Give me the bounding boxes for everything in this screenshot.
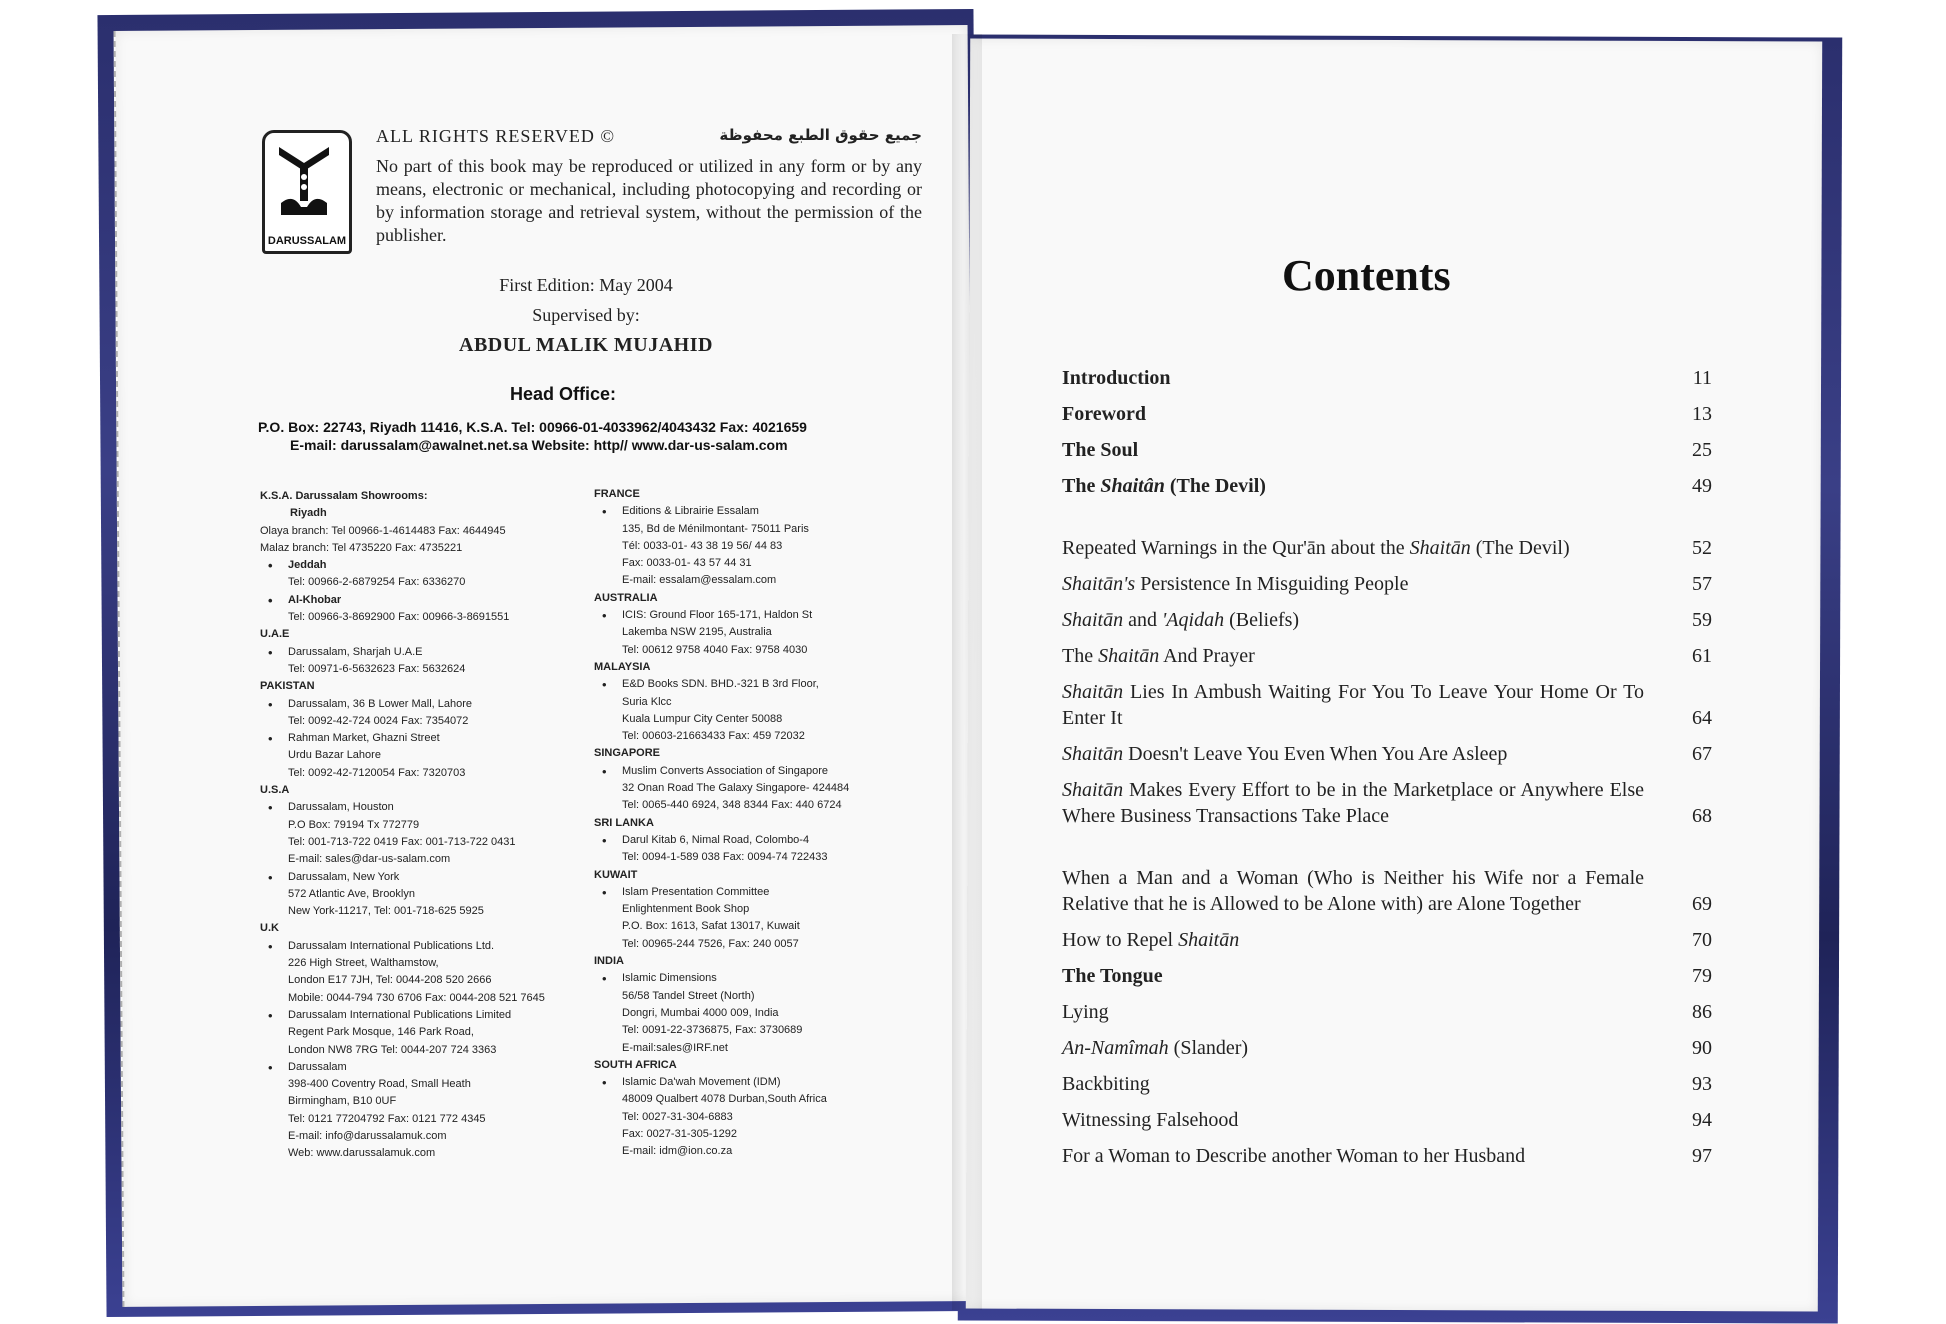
- head-office-label: Head Office:: [510, 384, 617, 404]
- toc-entry-title: When a Man and a Woman (Who is Neither his Wife nor a Female Relative that he is Allowed to be Alone with) are Alone Together: [1062, 867, 1644, 915]
- toc-entry-title: Repeated Warnings in the Qur'ān about the Shaitān (The Devil): [1062, 537, 1570, 559]
- country-heading: U.A.E: [260, 628, 290, 641]
- address-line: E-mail: info@darussalamuk.com: [288, 1129, 447, 1142]
- address-line: 32 Onan Road The Galaxy Singapore- 424484: [622, 782, 850, 795]
- toc-entry-title: Witnessing Falsehood: [1062, 1109, 1239, 1131]
- showroom-entry: • Rahman Market, Ghazni Street: [260, 730, 580, 747]
- showroom-entry: • Islamic Dimensions: [594, 970, 914, 987]
- address-line: Tél: 0033-01- 43 38 19 56/ 44 83: [622, 539, 783, 552]
- toc-entry: [1062, 401, 1712, 427]
- toc-entry-page: 25: [1692, 439, 1712, 461]
- address-line: E-mail: sales@dar-us-salam.com: [288, 853, 451, 866]
- showroom-entry: • Darussalam International Publications Limited: [260, 1007, 580, 1024]
- address-line: Fax: 0027-31-305-1292: [622, 1127, 737, 1140]
- toc-entry-page: 70: [1692, 929, 1712, 951]
- toc-entry-title: The Shaitân (The Devil): [1062, 475, 1266, 497]
- country-heading: KUWAIT: [594, 868, 638, 881]
- address-line: 572 Atlantic Ave, Brooklyn: [288, 887, 415, 900]
- toc-entry-page: 93: [1692, 1073, 1712, 1095]
- address-line: Tel: 0121 77204792 Fax: 0121 772 4345: [288, 1112, 486, 1125]
- toc-entry-title: For a Woman to Describe another Woman to her Husband: [1062, 1145, 1526, 1167]
- logo-text: DARUSSALAM: [267, 235, 347, 247]
- address-line: New York-11217, Tel: 001-718-625 5925: [288, 905, 484, 918]
- toc-entry-page: 57: [1692, 573, 1712, 595]
- toc-entry-title: Foreword: [1062, 403, 1147, 425]
- address-line: Mobile: 0044-794 730 6706 Fax: 0044-208 521 7645: [288, 991, 545, 1004]
- address-line: E-mail:sales@IRF.net: [622, 1041, 728, 1054]
- toc-entry-page: 49: [1692, 475, 1712, 497]
- country-heading: SRI LANKA: [594, 816, 654, 829]
- toc-entry-page: 86: [1692, 1001, 1712, 1023]
- country-heading: U.K: [260, 922, 279, 935]
- address-line: Urdu Bazar Lahore: [288, 749, 381, 762]
- toc-entry: [1062, 1107, 1712, 1133]
- country-heading: SINGAPORE: [594, 747, 661, 760]
- address-line: 48009 Qualbert 4078 Durban,South Africa: [622, 1093, 827, 1106]
- contents-title: Contents: [1282, 251, 1451, 300]
- toc-entry: [1062, 839, 1712, 917]
- address-line: Birmingham, B10 0UF: [288, 1095, 397, 1108]
- showrooms-column-1: [260, 488, 580, 1163]
- toc-entry-page: 61: [1692, 645, 1712, 667]
- showroom-entry: • Darussalam, New York: [260, 869, 580, 886]
- address-line: Tel: 0094-1-589 038 Fax: 0094-74 722433: [622, 851, 828, 864]
- country-heading: U.S.A: [260, 784, 290, 797]
- showroom-entry: • Muslim Converts Association of Singapore: [594, 763, 914, 780]
- showroom-entry: • Al-Khobar: [260, 592, 580, 609]
- edition-text: First Edition: May 2004: [499, 275, 673, 295]
- toc-entry-page: 79: [1692, 965, 1712, 987]
- toc-entry-title: Lying: [1062, 1001, 1109, 1023]
- showroom-entry: • Darussalam, Houston: [260, 799, 580, 816]
- address-line: Tel: 00966-2-6879254 Fax: 6336270: [288, 576, 466, 589]
- rights-block: [376, 126, 922, 247]
- darussalam-logo-icon: [262, 130, 352, 254]
- address-line: P.O. Box: 1613, Safat 13017, Kuwait: [622, 920, 800, 933]
- table-of-contents: [1062, 365, 1712, 1179]
- toc-entry-title: An-Namîmah (Slander): [1062, 1037, 1249, 1059]
- toc-entry: [1062, 473, 1712, 499]
- toc-entry: [1062, 999, 1712, 1025]
- toc-entry-title: The Shaitān And Prayer: [1062, 645, 1255, 667]
- city-heading: Riyadh: [290, 507, 327, 520]
- toc-entry-page: 11: [1692, 367, 1712, 389]
- address-line: Tel: 00966-3-8692900 Fax: 00966-3-8691551: [288, 611, 510, 624]
- toc-entry-page: 59: [1692, 609, 1712, 631]
- country-heading: SOUTH AFRICA: [594, 1058, 677, 1071]
- address-line: 135, Bd de Ménilmontant- 75011 Paris: [622, 522, 809, 535]
- toc-entry: [1062, 963, 1712, 989]
- address-line: Tel: 0065-440 6924, 348 8344 Fax: 440 6724: [622, 799, 842, 812]
- toc-entry-title: The Tongue: [1062, 965, 1163, 987]
- country-heading: PAKISTAN: [260, 680, 315, 693]
- address-line: Tel: 00965-244 7526, Fax: 240 0057: [622, 937, 799, 950]
- toc-entry-page: 94: [1692, 1109, 1712, 1131]
- address-line: Enlightenment Book Shop: [622, 903, 750, 916]
- showroom-entry: • Darussalam, 36 B Lower Mall, Lahore: [260, 696, 580, 713]
- toc-entry-page: 52: [1692, 537, 1712, 559]
- showroom-entry: • Jeddah: [260, 557, 580, 574]
- address-line: Lakemba NSW 2195, Australia: [622, 626, 772, 639]
- address-line: Tel: 001-713-722 0419 Fax: 001-713-722 0431: [288, 835, 516, 848]
- showroom-entry: • Darussalam International Publications Ltd.: [260, 938, 580, 955]
- toc-entry: [1062, 571, 1712, 597]
- toc-entry-title: The Soul: [1062, 439, 1139, 461]
- supervised-label: Supervised by:: [532, 305, 640, 325]
- toc-entry-page: 68: [1692, 805, 1712, 827]
- toc-entry: [1062, 1143, 1712, 1169]
- showroom-entry: • Darussalam, Sharjah U.A.E: [260, 644, 580, 661]
- address-line: Tel: 00612 9758 4040 Fax: 9758 4030: [622, 643, 808, 656]
- address-line: P.O Box: 79194 Tx 772779: [288, 818, 420, 831]
- toc-entry-page: 67: [1692, 743, 1712, 765]
- country-heading: AUSTRALIA: [594, 591, 658, 604]
- toc-entry: [1062, 607, 1712, 633]
- country-heading: K.S.A. Darussalam Showrooms:: [260, 490, 428, 502]
- toc-entry: [1062, 1071, 1712, 1097]
- address-line: 398-400 Coventry Road, Small Heath: [288, 1078, 471, 1091]
- supervisor-name: ABDUL MALIK MUJAHID: [459, 334, 713, 356]
- logo-emblem-icon: [275, 141, 333, 221]
- address-line: Olaya branch: Tel 00966-1-4614483 Fax: 4644945: [260, 524, 506, 537]
- toc-entry-title: Shaitān and 'Aqidah (Beliefs): [1062, 609, 1300, 631]
- country-heading: INDIA: [594, 955, 624, 968]
- showroom-entry: • Darul Kitab 6, Nimal Road, Colombo-4: [594, 832, 914, 849]
- contact-line-1: P.O. Box: 22743, Riyadh 11416, K.S.A. Tel: 00966-01-4033962/4043432 Fax: 4021659: [258, 419, 807, 435]
- showroom-entry: • ICIS: Ground Floor 165-171, Haldon St: [594, 607, 914, 624]
- toc-entry-page: 69: [1692, 893, 1712, 915]
- showroom-entry: • Islamic Da'wah Movement (IDM): [594, 1074, 914, 1091]
- address-line: Tel: 0027-31-304-6883: [622, 1110, 733, 1123]
- head-office-contact: [258, 418, 938, 454]
- toc-entry-title: How to Repel Shaitān: [1062, 929, 1240, 951]
- toc-entry-title: Introduction: [1062, 367, 1171, 389]
- address-line: Kuala Lumpur City Center 50088: [622, 712, 783, 725]
- address-line: Tel: 00603-21663433 Fax: 459 72032: [622, 730, 805, 743]
- toc-entry-title: Shaitān Lies In Ambush Waiting For You To Leave Your Home Or To Enter It: [1062, 681, 1644, 729]
- address-line: E-mail: essalam@essalam.com: [622, 574, 777, 587]
- address-line: Dongri, Mumbai 4000 009, India: [622, 1006, 779, 1019]
- address-line: Tel: 0092-42-724 0024 Fax: 7354072: [288, 714, 469, 727]
- address-line: Suria Klcc: [622, 695, 672, 708]
- address-line: Regent Park Mosque, 146 Park Road,: [288, 1026, 474, 1039]
- toc-entry-title: Shaitān Doesn't Leave You Even When You Are Asleep: [1062, 743, 1508, 765]
- toc-entry: [1062, 679, 1712, 731]
- toc-entry-page: 64: [1692, 707, 1712, 729]
- showroom-entry: • E&D Books SDN. BHD.-321 B 3rd Floor,: [594, 676, 914, 693]
- book-gutter: [952, 34, 982, 1310]
- toc-entry: [1062, 1035, 1712, 1061]
- toc-entry-title: Shaitān Makes Every Effort to be in the Marketplace or Anywhere Else Where Business Transactions Take Place: [1062, 779, 1644, 827]
- address-line: Web: www.darussalamuk.com: [288, 1147, 436, 1160]
- toc-entry-page: 97: [1692, 1145, 1712, 1167]
- toc-entry-title: Shaitān's Persistence In Misguiding People: [1062, 573, 1409, 595]
- toc-entry: [1062, 437, 1712, 463]
- toc-entry: [1062, 927, 1712, 953]
- address-line: 56/58 Tandel Street (North): [622, 989, 755, 1002]
- toc-entry: [1062, 509, 1712, 561]
- toc-entry-title: Backbiting: [1062, 1073, 1150, 1095]
- address-line: London E17 7JH, Tel: 0044-208 520 2666: [288, 974, 492, 987]
- rights-heading: ALL RIGHTS RESERVED ©: [376, 126, 616, 146]
- showroom-entry: • Darussalam: [260, 1059, 580, 1076]
- toc-entry: [1062, 741, 1712, 767]
- address-line: 226 High Street, Walthamstow,: [288, 957, 439, 970]
- toc-entry: [1062, 365, 1712, 391]
- address-line: Malaz branch: Tel 4735220 Fax: 4735221: [260, 541, 463, 554]
- contact-line-2: E-mail: darussalam@awalnet.net.sa Website: http// www.dar-us-salam.com: [290, 437, 788, 453]
- country-heading: MALAYSIA: [594, 660, 651, 673]
- address-line: Tel: 00971-6-5632623 Fax: 5632624: [288, 662, 466, 675]
- address-line: Tel: 0091-22-3736875, Fax: 3730689: [622, 1024, 803, 1037]
- address-line: Tel: 0092-42-7120054 Fax: 7320703: [288, 766, 466, 779]
- rights-statement: No part of this book may be reproduced or utilized in any form or by any means, electronic or mechanical, including photocopying and recording or by information storage and retrieval system, without the permission of the publisher.: [376, 156, 922, 245]
- address-line: Fax: 0033-01- 43 57 44 31: [622, 557, 752, 570]
- toc-entry: [1062, 777, 1712, 829]
- address-line: E-mail: idm@ion.co.za: [622, 1145, 733, 1158]
- country-heading: FRANCE: [594, 488, 640, 500]
- showroom-entry: • Editions & Librairie Essalam: [594, 503, 914, 520]
- showroom-entry: • Islam Presentation Committee: [594, 884, 914, 901]
- toc-entry: [1062, 643, 1712, 669]
- showrooms-column-2: [594, 486, 914, 1161]
- rights-heading-arabic: جميع حقوق الطبع محفوظة: [719, 126, 922, 144]
- toc-entry-page: 13: [1692, 403, 1712, 425]
- toc-entry-page: 90: [1692, 1037, 1712, 1059]
- address-line: London NW8 7RG Tel: 0044-207 724 3363: [288, 1043, 497, 1056]
